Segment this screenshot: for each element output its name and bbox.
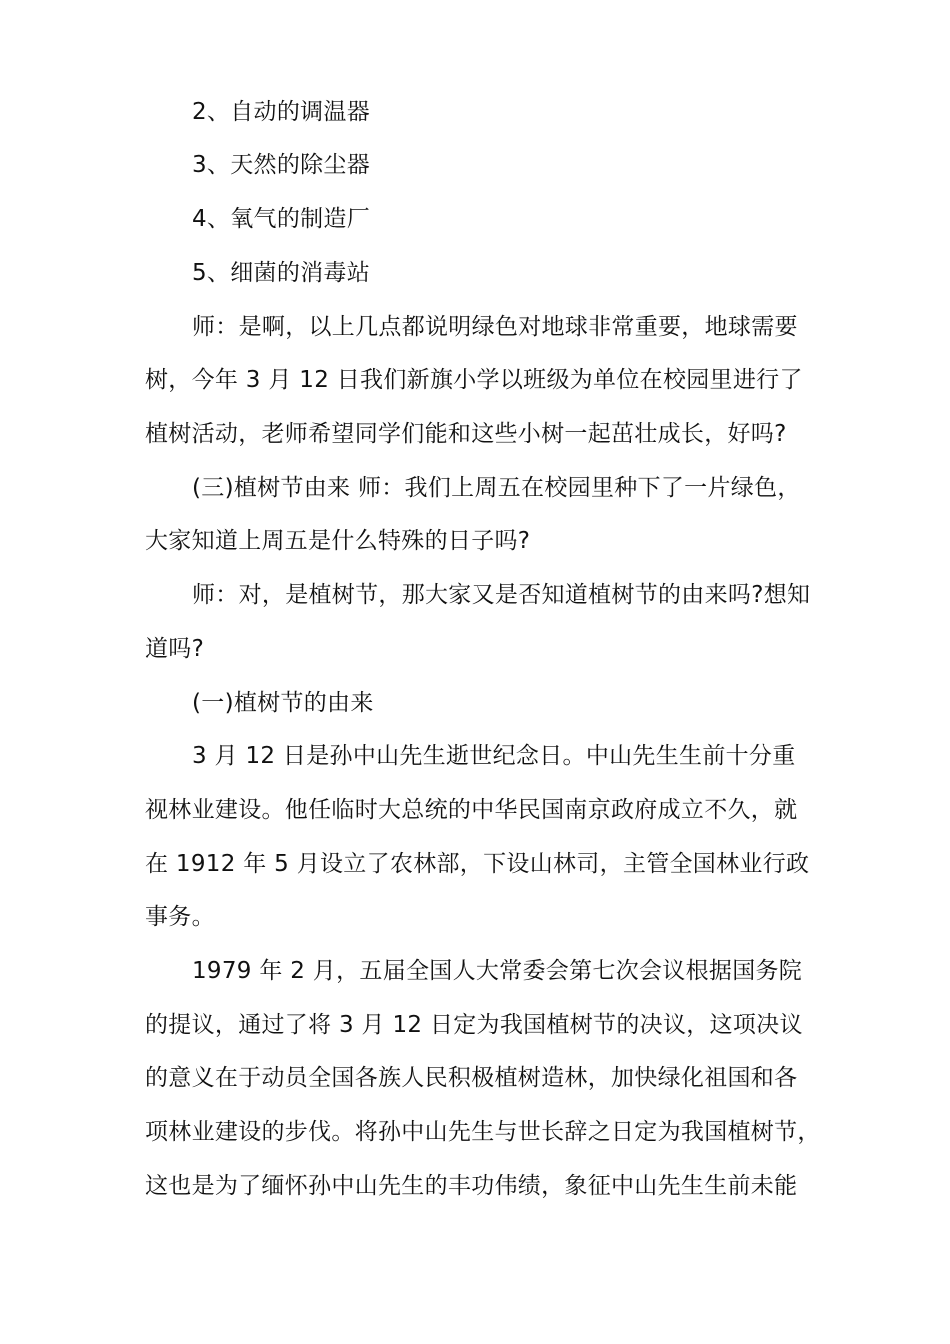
paragraph-line: 这也是为了缅怀孙中山先生的丰功伟绩，象征中山先生生前未能: [145, 1173, 798, 1199]
list-item-3: 3、天然的除尘器: [192, 152, 371, 178]
paragraph-line: 植树活动，老师希望同学们能和这些小树一起茁壮成长，好吗?: [145, 421, 787, 447]
paragraph-line: 3 月 12 日是孙中山先生逝世纪念日。中山先生生前十分重: [192, 743, 796, 769]
list-item-5: 5、细菌的消毒站: [192, 260, 371, 286]
paragraph-line: 项林业建设的步伐。将孙中山先生与世长辞之日定为我国植树节，: [145, 1119, 821, 1145]
paragraph-line: 树，今年 3 月 12 日我们新旗小学以班级为单位在校园里进行了: [145, 367, 803, 393]
paragraph-line: 视林业建设。他任临时大总统的中华民国南京政府成立不久，就: [145, 797, 798, 823]
paragraph-line: (三)植树节由来 师：我们上周五在校园里种下了一片绿色，: [192, 475, 801, 501]
paragraph-line: 道吗?: [145, 636, 205, 662]
section-heading: (一)植树节的由来: [192, 690, 374, 716]
paragraph-line: 在 1912 年 5 月设立了农林部，下设山林司，主管全国林业行政: [145, 851, 810, 877]
paragraph-line: 的提议，通过了将 3 月 12 日定为我国植树节的决议，这项决议: [145, 1012, 803, 1038]
paragraph-line: 大家知道上周五是什么特殊的日子吗?: [145, 528, 531, 554]
paragraph-line: 师：对，是植树节，那大家又是否知道植树节的由来吗?想知: [192, 582, 811, 608]
list-item-2: 2、自动的调温器: [192, 99, 371, 125]
list-item-4: 4、氧气的制造厂: [192, 206, 371, 232]
paragraph-line: 的意义在于动员全国各族人民积极植树造林，加快绿化祖国和各: [145, 1065, 798, 1091]
paragraph-line: 1979 年 2 月，五届全国人大常委会第七次会议根据国务院: [192, 958, 803, 984]
paragraph-line: 师：是啊，以上几点都说明绿色对地球非常重要，地球需要: [192, 314, 798, 340]
paragraph-line: 事务。: [145, 904, 215, 930]
